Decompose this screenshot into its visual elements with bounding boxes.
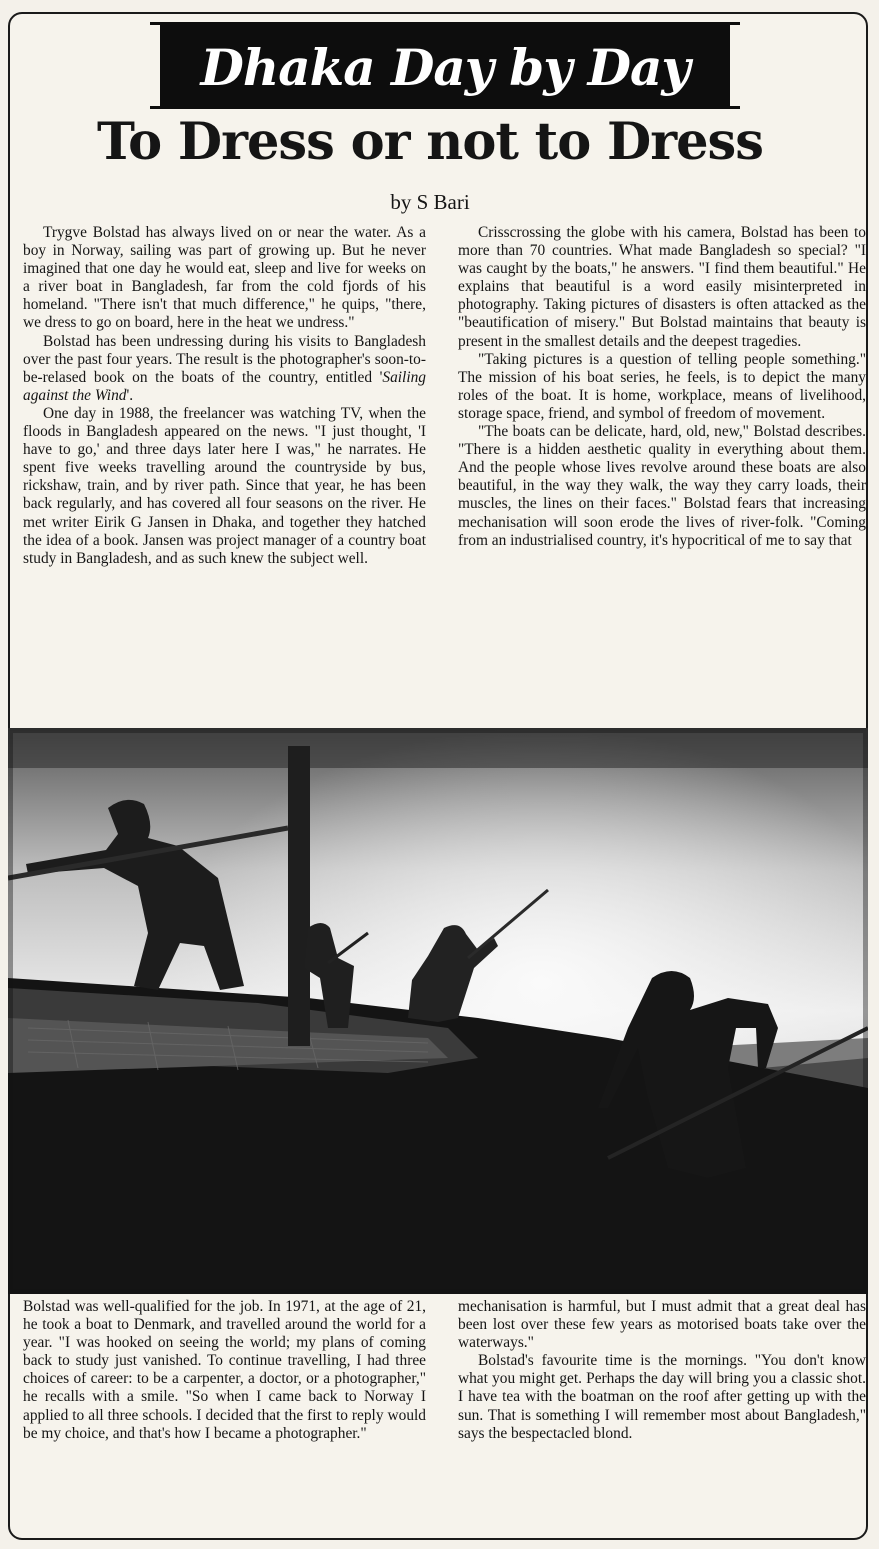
column-top-right [458,224,866,722]
column-bottom-left [23,1298,426,1526]
column-bottom-right [458,1298,866,1526]
paragraph: Crisscrossing the globe with his camera, Bolstad has been to more than 70 countries. What made Bangladesh so special? "I was caught by the boats," he answers. "I find them beautiful." He explains that beautiful is a word easily misinterpreted in photography. Taking pictures of disasters is often attacked as the "beautification of misery." But Bolstad maintains that beauty is present in the smallest details and the deepest tragedies. [458,224,866,350]
masthead-rule-bottom [150,106,740,109]
headline: To Dress or not to Dress [97,112,763,172]
column-top-left [23,224,426,722]
paragraph: One day in 1988, the freelancer was watching TV, when the floods in Bangladesh appeared on the news. "I just thought, 'I have to go,' and three days later here I was," he narrates. He spent five weeks travelling around the countryside by bus, rickshaw, train, and by river path. Since that year, he has been back regularly, and has covered all four seasons on the river. He met writer Eirik G Jansen in Dhaka, and together they hatched the idea of a book. Jansen was project manager of a country boat study in Bangladesh, and as such knew the subject well. [23,404,426,567]
paragraph-text: Bolstad has been undressing during his visits to Bangladesh over the past four years. The result is the photographer's soon-to-be-relased book on the boats of the country, entitled [23,332,426,386]
byline: by S Bari [390,190,470,214]
boatmen-photograph [8,728,868,1294]
paragraph: Trygve Bolstad has always lived on or near the water. As a boy in Norway, sailing was part of growing up. But he never imagined that one day he would eat, sleep and live for weeks on a river boat in Bangladesh, far from the cold fjords of his homeland. "There isn't that much difference," he quips, "there, we dress to go on board, here in the heat we undress." [23,224,426,332]
masthead-banner [160,24,730,107]
paragraph: "Taking pictures is a question of telling people something." The mission of his boat series, he feels, is to depict the many roles of the boat. It is home, workplace, means of livelihood, storage space, friend, and symbol of freedom of movement. [458,350,866,422]
masthead-title: Dhaka Day by Day [200,37,690,97]
paragraph: Bolstad has been undressing during his visits to Bangladesh over the past four years. The result is the photographer's soon-to-be-relased book on the boats of the country, entitled 'Sailing against the Wind'. [23,332,426,404]
paragraph: mechanisation is harmful, but I must admit that a great deal has been lost over these few years as motorised boats take over the waterways." [458,1298,866,1352]
paragraph: Bolstad's favourite time is the mornings. "You don't know what you might get. Perhaps the day will bring you a classic shot. I have tea with the boatman on the roof after getting up with the sun. That is something I will remember most about Bangladesh," says the bespectacled blond. [458,1352,866,1442]
book-title: Sailing against the Wind [23,368,426,404]
paragraph: "The boats can be delicate, hard, old, new," Bolstad describes. "There is a hidden aesthetic quality in everything about them. And the people whose lives revolve around these boats are also beautiful, in the way they walk, the way they carry loads, their muscles, the lines on their faces." Bolstad fears that increasing mechanisation will soon erode the lives of river-folk. "Coming from an industrialised country, it's hypocritical of me to say that [458,423,866,549]
photo-illustration [8,728,868,1294]
paragraph: Bolstad was well-qualified for the job. In 1971, at the age of 21, he took a boat to Denmark, and travelled around the world for a year. "I was hooked on seeing the world; my plans of coming back to study just vanished. To continue travelling, I had three choices of career: to be a carpenter, a doctor, or a photographer," he recalls with a smile. "So when I came back to Norway I applied to all three schools. I decided that the first to reply would be my choice, and that's how I became a photographer." [23,1298,426,1442]
